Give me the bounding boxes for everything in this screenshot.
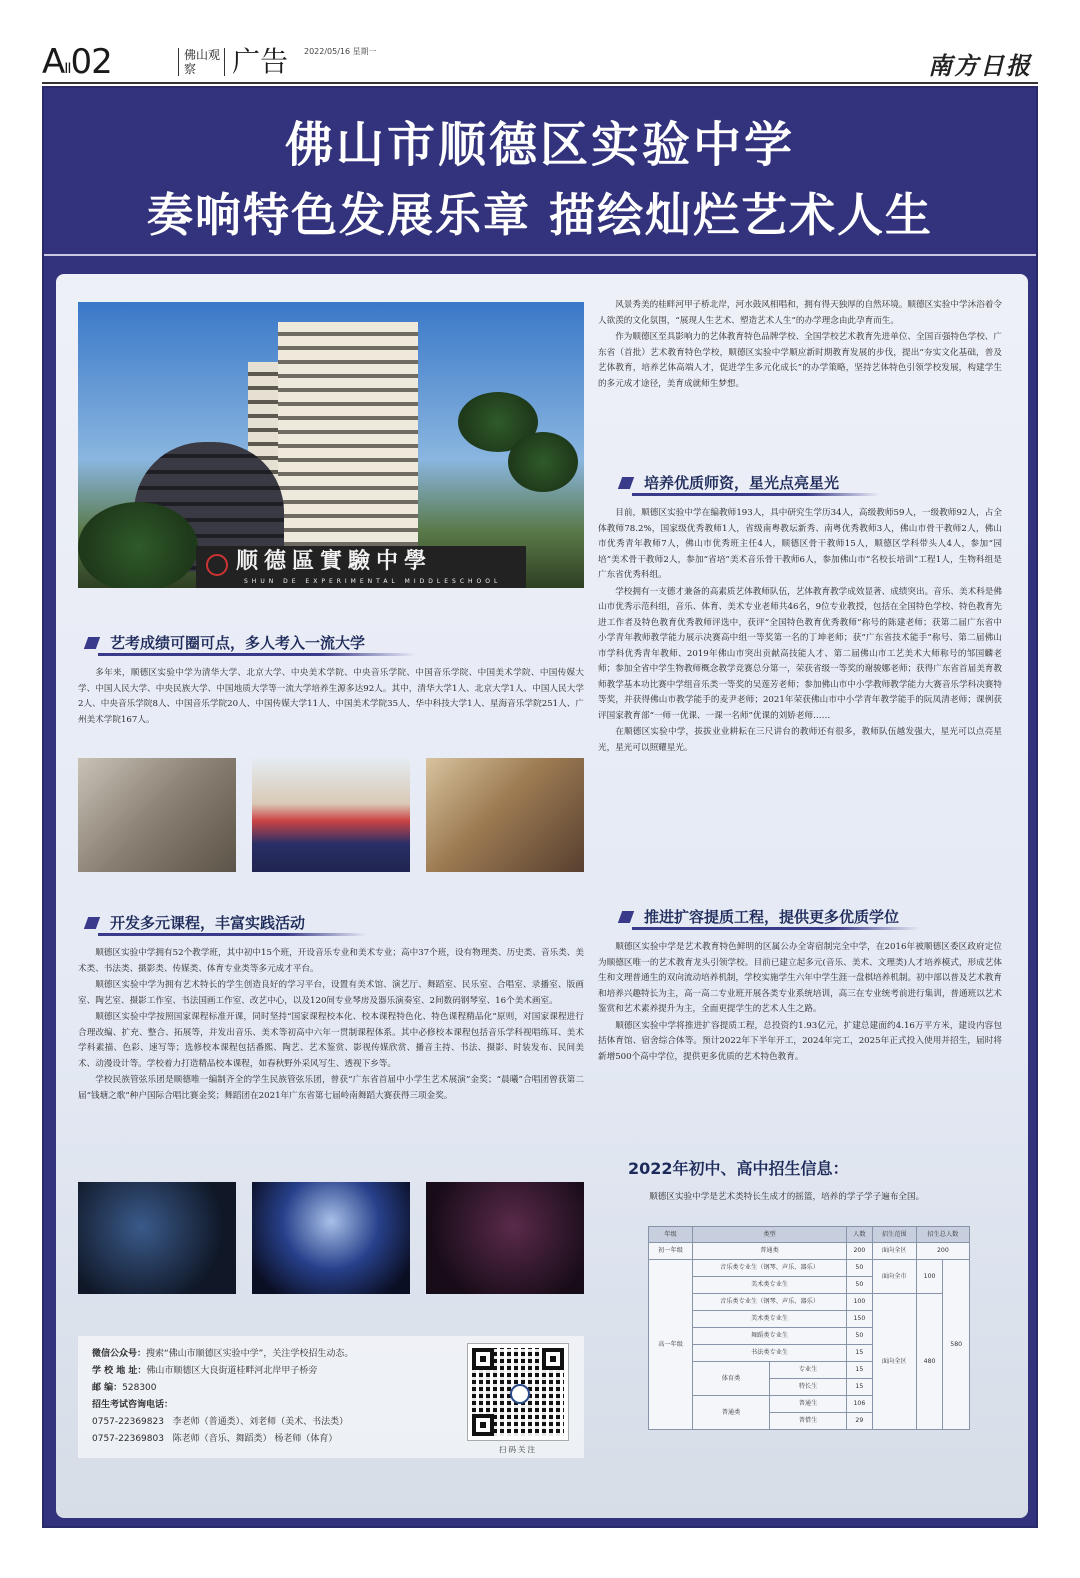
headline-line1: 佛山市顺德区实验中学 <box>284 117 795 173</box>
section-name: 佛山观察 <box>184 48 221 76</box>
advert-frame <box>42 86 1038 1528</box>
table-row: 体育类 专业生 15 <box>649 1362 970 1379</box>
address-line: 学 校 地 址：佛山市顺德区大良街道桂畔河北岸甲子桥旁 <box>92 1366 318 1376</box>
school-building-photo <box>78 302 584 588</box>
phone-label: 招生考试咨询电话： <box>92 1400 174 1410</box>
enrollment-intro: 顺德区实验中学是艺术类特长生成才的摇篮，培养的学子学子遍布全国。 <box>649 1192 925 1202</box>
school-sign: 顺德區實驗中學 SHUN DE EXPERIMENTAL MIDDLESCHOOL <box>196 546 526 588</box>
pottery-class-photo <box>426 758 584 872</box>
newspaper-logo: 南方日报 <box>928 51 1032 80</box>
table-row: 舞蹈类专业生 50 <box>649 1328 970 1345</box>
table-row: 书法类专业生 15 <box>649 1345 970 1362</box>
headline <box>44 110 1036 250</box>
page-number: AII02 <box>42 42 112 82</box>
orchestra-photo <box>78 1182 236 1294</box>
zip-line: 邮 编：528300 <box>92 1383 157 1393</box>
table-row: 美术类专业生 150 <box>649 1311 970 1328</box>
section-title-teachers: 培养优质师资，星光点亮星光 <box>612 470 872 496</box>
qr-caption: 扫码关注 <box>499 1445 537 1454</box>
table-row: 高一年级 音乐类专业生（钢琴、声乐、器乐） 50 面向全市 100 580 <box>649 1260 970 1277</box>
section-title-expansion: 推进扩容提质工程，提供更多优质学位 <box>612 904 912 930</box>
table-row: 美术类专业生 50 <box>649 1277 970 1294</box>
table-row: 特长生 15 <box>649 1379 970 1396</box>
expansion-text: 顺德区实验中学是艺术教育特色鲜明的区属公办全寄宿制完全中学，在2016年被顺德区委区政府定位为顺德区唯一的艺术教育龙头引领学校。目前已建立起多元(音乐、美术、文理类)人才培养模式，形成艺体生和文理普通生的双向流动培养机制，学校实施学生六年中学生涯一盘棋培养机制。初中部以普及艺术教育和培养兴趣特长为主，高一高二专业班开展各类专业系统培训，高三在专业统考前进行集训，普通班以艺术鉴赏和艺术素养提升为主，全面更提学生的艺术人生之路。 顺德区实验中学将推进扩容提质工程，总投资约1.93亿元，扩建总建面约4.16万平方米，建设内容包括体育馆、宿舍综合体等。预计2022年下半年开工，2024年完工，2025年正式投入使用并招生，届时将新增500个高中学位，提供更多优质的艺术特色教育。 <box>598 942 1002 1062</box>
phone-line-2: 0757-22369803 陈老师（音乐、舞蹈类） 杨老师（体育） <box>92 1434 338 1444</box>
phone-number-1[interactable]: 0757-22369823 <box>92 1417 164 1427</box>
school-logo-icon <box>206 554 228 576</box>
section-title-art-exam: 艺考成绩可圈可点，多人考入一流大学 <box>78 630 408 656</box>
table-row: 音乐类专业生（钢琴、声乐、器乐） 100 面向全区 480 <box>649 1294 970 1311</box>
enrollment-table <box>648 1226 970 1430</box>
graduates-photo <box>252 758 410 872</box>
headline-line2: 奏响特色发展乐章 描绘灿烂艺术人生 <box>146 188 933 242</box>
divider <box>44 254 1036 256</box>
table-row: 普通类 普通生 106 <box>649 1396 970 1413</box>
content-panel <box>56 274 1028 1518</box>
phone-line-1: 0757-22369823 李老师（普通类）、刘老师（美术、书法类） <box>92 1417 349 1427</box>
divider <box>224 48 225 76</box>
dance-performance-photo <box>252 1182 410 1294</box>
intro-text: 风景秀美的桂畔河甲子桥北岸，河水鼓风相唱和，拥有得天独厚的自然环境。顺德区实验中学沐浴着令人欲羡的文化氛围，“展现人生艺术、塑造艺术人生”的办学理念由此孕育而生。 作为顺德区至具影响力的艺体教育特色品牌学校、全国学校艺术教育先进单位、全国百强特色学校、广东省（首批）艺术教育特色学校，顺德区实验中学顺应新时期教育发展的步伐，提出“夯实文化基础，普及艺体教育，培养艺体高端人才，促进学生多元化成长”的办学策略，坚持艺体特色引领学校发展，构建学生的多元成才途径，美育成就师生梦想。 <box>598 300 1002 389</box>
singer-performance-photo <box>426 1182 584 1294</box>
issue-date: 2022/05/16 星期一 <box>304 47 377 56</box>
curriculum-text: 顺德区实验中学拥有52个教学班，其中初中15个班，开设音乐专业和美术专业；高中37个班，设有物理类、历史类、音乐类、美术类、书法类、摄影类、传媒类、体育专业类等多元成才平台。 顺德区实验中学为拥有艺术特长的学生创造良好的学习平台，设置有美术馆、演艺厅、舞蹈室、民乐室、合唱室、录播室、版画室、陶艺室、摄影工作室、书法国画工作室、改艺中心，以及120间专业琴房及器乐演奏室、2间数码钢琴室、16个美术画室。 顺德区实验中学按照国家课程标准开课，同时坚持“国家课程校本化、校本课程特色化、特色课程精品化”原则，对国家课程进行合理改编、扩充、整合、拓展等，并发出音乐、美术等初高中六年一贯制课程体系。其中必修校本课程包括音乐学科视唱练耳、美术学科素描、色彩、速写等；选修校本课程包括番熙、陶艺、艺术鉴赏、影视传媒欣赏、播音主持、书法、摄影、时装发布、民间美术、动漫设计等。学校着力打造精品校本课程，如春秋野外采风写生、透视下乡等。 学校民族管弦乐团是顺德唯一编制齐全的学生民族管弦乐团，曾获“广东省首届中小学生艺术展演”金奖；“晨曦”合唱团曾获第二届“钱塘之歌”种户国际合唱比赛金奖；舞蹈团在2021年广东省第七届岭南舞蹈大赛获得三项金奖。 <box>78 948 584 1101</box>
teachers-text: 目前，顺德区实验中学在编教师193人，具中研究生学历34人，高级教师59人，一级教师92人，占全体教师78.2%，国家级优秀教师1人，省级南粤教坛新秀、南粤优秀教师3人，佛山市骨干教师2人，佛山市优秀青年教师7人，佛山市优秀班主任4人，顺德区骨干教师15人，顺德区学科带头人4人，参加“园培”美术骨干教师2人，参加“省培”美术音乐骨干教师6人，参加佛山市“名校长培训”工程1人，生物科组是广东省优秀科组。 学校拥有一支德才兼备的高素质艺体教师队伍，艺体教育教学成效显著、成绩突出。音乐、美术科是佛山市优秀示范科组，音乐、体育、美术专业老师共46名，9位专业教授，包括在全国特色学校、特色教育先进工作者及特色教育优秀教师评选中，获评“全国特色教育优秀教师”称号的陈建老师；获第二届广东省中小学青年教师教学能力展示决赛高中组一等奖第一名的丁坤老师；获“广东省技术能手”称号、第二届佛山市学科优秀青年教师、2019年佛山市突出贡献高技能人才、第二届佛山市工艺美术大师称号的邹国麟老师；参加全省中学生物教师概念教学竞赛总分第一，荣获省级一等奖的谢骏娜老师；获得广东省首届美育教师教学基本功比赛中学组音乐类一等奖的吴莲芳老师；参加佛山市中小学教师教学能力大赛音乐学科决赛特等奖，并获得佛山市教学能手的麦尹老师；2021年荣获佛山市中小学青年教学能手的阮凤清老师；课例获评国家教育部“一师一优课、一课一名师”优课的刘娇老师…… 在顺德区实验中学，拔拔业业耕耘在三尺讲台的教师还有很多，教师队伍越发强大，星光可以点亮星光，星光可以照耀星光。 <box>598 508 1002 753</box>
phone-number-2[interactable]: 0757-22369803 <box>92 1434 164 1444</box>
wechat-qr-code-icon[interactable] <box>468 1344 568 1440</box>
section-title-enrollment: 2022年初中、高中招生信息： <box>628 1159 849 1178</box>
masthead <box>42 40 1038 84</box>
contact-box <box>78 1336 584 1458</box>
section-title-curriculum: 开发多元课程，丰富实践活动 <box>78 910 358 936</box>
wechat-line: 微信公众号：搜索“佛山市顺德区实验中学”，关注学校招生动态。 <box>92 1349 354 1359</box>
divider <box>178 48 179 76</box>
table-header-row: 年级 类型 人数 招生范围 招生总人数 <box>649 1227 970 1243</box>
art-exam-text: 多年来，顺德区实验中学为清华大学、北京大学、中央美术学院、中央音乐学院、中国音乐学院、中国美术学院、中国传媒大学、中国人民大学、中央民族大学、中国地质大学等一流大学培养生源多达92人。其中，清华大学1人、北京大学1人、中国人民大学2人、中央音乐学院8人、中国音乐学院20人、中国传媒大学11人、中国美术学院35人、华中科技大学1人、星海音乐学院251人、广州美术学院167人。 <box>78 668 584 725</box>
table-row: 普惜生 29 <box>649 1413 970 1430</box>
class-activity-photo <box>78 758 236 872</box>
category-label: 广告 <box>232 45 289 78</box>
table-row: 初一年级 普通类 200 面向全区 200 <box>649 1243 970 1260</box>
